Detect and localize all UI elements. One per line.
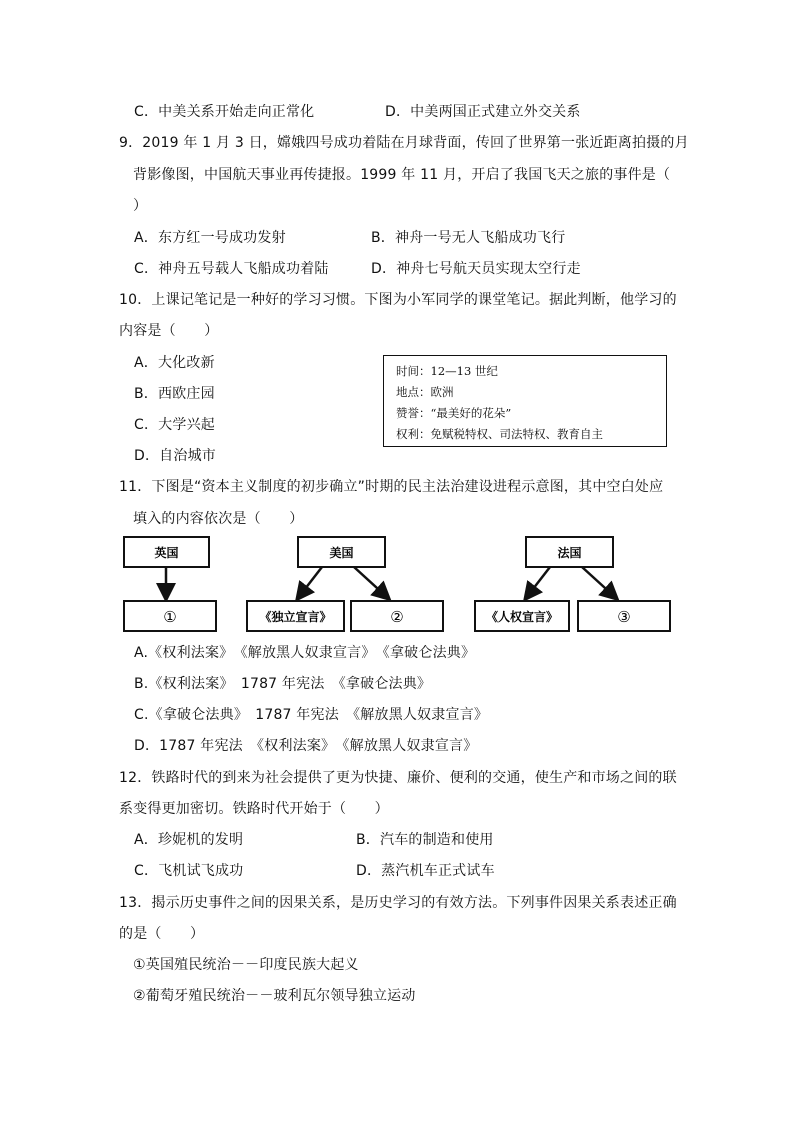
q8-option-d: D．中美两国正式建立外交关系 <box>385 104 581 120</box>
q10-option-a: A．大化改新 <box>134 355 215 371</box>
us-arrow-right <box>354 567 388 598</box>
q11-stem-line-2: 填入的内容依次是（ ） <box>133 511 304 527</box>
note-time: 时间：12—13 世纪 <box>396 364 498 378</box>
q11-option-b: B.《权利法案》 1787 年宪法 《拿破仑法典》 <box>134 676 432 692</box>
q9-option-c: C．神舟五号载人飞船成功着陆 <box>134 261 329 277</box>
q9-option-d: D．神舟七号航天员实现太空行走 <box>371 261 581 277</box>
note-place: 地点：欧洲 <box>396 385 454 399</box>
q9-stem-line-2: 背影像图，中国航天事业再传捷报。1999 年 11 月，开启了我国飞天之旅的事件是（ <box>133 167 671 183</box>
q10-stem-line-1: 10．上课记笔记是一种好的学习习惯。下图为小军同学的课堂笔记。据此判断，他学习的 <box>119 292 677 308</box>
q12-option-c: C．飞机试飞成功 <box>134 863 244 879</box>
q12-option-a: A．珍妮机的发明 <box>134 832 244 848</box>
note-honor: 赞誉：“最美好的花朵” <box>396 406 512 420</box>
q10-option-c: C．大学兴起 <box>134 417 215 433</box>
q13-item-2: ②葡萄牙殖民统治－－玻利瓦尔领导独立运动 <box>133 988 416 1004</box>
q12-option-d: D．蒸汽机车正式试车 <box>356 863 495 879</box>
uk-label: 英国 <box>154 546 179 560</box>
q9-stem-line-1: 9．2019 年 1 月 3 日，嫦娥四号成功着陆在月球背面，传回了世界第一张近距离拍摄的月 <box>119 135 689 151</box>
q13-item-1: ①英国殖民统治－－印度民族大起义 <box>133 957 359 973</box>
q11-option-a: A.《权利法案》 《解放黑人奴隶宣言》 《拿破仑法典》 <box>134 645 476 661</box>
blank-1-label: ① <box>163 608 177 626</box>
q12-stem-line-2: 系变得更加密切。铁路时代开始于（ ） <box>119 801 389 817</box>
us-label: 美国 <box>329 546 354 560</box>
blank-2-label: ② <box>390 608 404 626</box>
fr-arrow-left <box>526 567 550 598</box>
q13-stem-line-1: 13．揭示历史事件之间的因果关系，是历史学习的有效方法。下列事件因果关系表述正确 <box>119 895 677 911</box>
q8-option-c: C．中美关系开始走向正常化 <box>134 104 315 120</box>
q11-option-c: C.《拿破仑法典》 1787 年宪法 《解放黑人奴隶宣言》 <box>134 707 489 723</box>
q9-option-b: B．神舟一号无人飞船成功飞行 <box>371 230 566 246</box>
fr-label: 法国 <box>557 546 582 560</box>
q12-stem-line-1: 12．铁路时代的到来为社会提供了更为快捷、廉价、便利的交通，使生产和市场之间的联 <box>119 770 677 786</box>
q9-stem-line-3: ） <box>133 198 148 214</box>
q10-option-d: D．自治城市 <box>134 448 216 464</box>
q13-stem-line-2: 的是（ ） <box>119 926 205 942</box>
us-arrow-left <box>298 567 322 598</box>
q12-option-b: B．汽车的制造和使用 <box>356 832 494 848</box>
q11-stem-line-1: 11．下图是“资本主义制度的初步确立”时期的民主法治建设进程示意图，其中空白处应 <box>119 479 664 495</box>
us-decl-label: 《独立宣言》 <box>259 610 332 624</box>
q10-option-b: B．西欧庄园 <box>134 386 215 402</box>
blank-3-label: ③ <box>617 608 631 626</box>
q10-stem-line-2: 内容是（ ） <box>119 323 219 339</box>
fr-decl-label: 《人权宣言》 <box>485 610 559 624</box>
q9-option-a: A．东方红一号成功发射 <box>134 230 286 246</box>
fr-arrow-right <box>582 567 616 598</box>
q11-option-d: D．1787 年宪法 《权利法案》 《解放黑人奴隶宣言》 <box>134 738 478 754</box>
note-rights: 权利：免赋税特权、司法特权、教育自主 <box>396 427 603 441</box>
